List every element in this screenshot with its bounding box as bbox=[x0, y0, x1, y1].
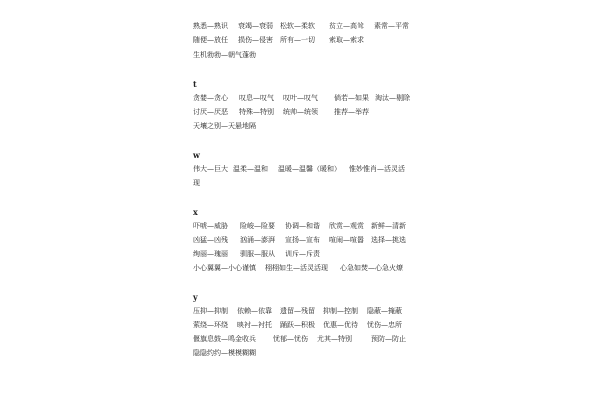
synonym-pair: 萦绕—环绕 bbox=[193, 321, 228, 329]
synonym-pair: 熟悉—熟识 bbox=[193, 22, 228, 30]
synonym-pair: 优惠—优待 bbox=[323, 321, 358, 329]
section-header: t bbox=[193, 79, 197, 89]
synonym-pair: 尤其—特别 bbox=[317, 335, 352, 343]
synonym-pair: 选择—挑选 bbox=[371, 236, 406, 244]
synonym-pair: 现 bbox=[193, 179, 200, 187]
synonym-pair: 生机勃勃—朝气蓬勃 bbox=[193, 51, 256, 59]
synonym-pair: 心急如焚—心急火燎 bbox=[340, 264, 403, 272]
synonym-pair: 损伤—侵害 bbox=[238, 36, 273, 44]
synonym-pair: 训斥—斥责 bbox=[285, 250, 320, 258]
section-header: x bbox=[193, 207, 198, 217]
synonym-pair: 忧郁—忧伤 bbox=[273, 335, 308, 343]
synonym-pair: 栩栩如生—活灵活现 bbox=[265, 264, 328, 272]
synonym-pair: 温柔—温和 bbox=[233, 165, 268, 173]
synonym-pair: 衰竭—衰弱 bbox=[238, 22, 273, 30]
synonym-pair: 喧闹—喧嚣 bbox=[329, 236, 364, 244]
synonym-pair: 隐隐约约—模模糊糊 bbox=[193, 349, 256, 357]
synonym-pair: 叹叶—叹气 bbox=[283, 94, 318, 102]
synonym-pair: 绚丽—瑰丽 bbox=[193, 250, 228, 258]
synonym-pair: 偃旗息鼓—鸣金收兵 bbox=[193, 335, 256, 343]
synonym-pair: 遗留—残留 bbox=[280, 307, 315, 315]
section-header: y bbox=[193, 292, 198, 302]
synonym-pair: 推荐—举荐 bbox=[334, 108, 369, 116]
synonym-pair: 惟妙惟肖—活灵活 bbox=[349, 165, 405, 173]
synonym-pair: 天壤之别—天悬地隔 bbox=[193, 122, 256, 130]
synonym-pair: 素常—平常 bbox=[374, 22, 409, 30]
synonym-pair: 预防—防止 bbox=[371, 335, 406, 343]
synonym-pair: 淘汰—剔除 bbox=[375, 94, 410, 102]
synonym-pair: 依赖—依靠 bbox=[237, 307, 272, 315]
synonym-pair: 险峻—险要 bbox=[240, 222, 275, 230]
synonym-pair: 抑制—控制 bbox=[323, 307, 358, 315]
synonym-pair: 叹息—叹气 bbox=[239, 94, 274, 102]
synonym-pair: 协调—和谐 bbox=[285, 222, 320, 230]
synonym-pair: 忧伤—忠所 bbox=[367, 321, 402, 329]
synonym-pair: 宣扬—宣布 bbox=[285, 236, 320, 244]
synonym-pair: 隐蔽—掩蔽 bbox=[367, 307, 402, 315]
synonym-pair: 随便—放任 bbox=[193, 36, 228, 44]
synonym-pair: 欣赏—观赏 bbox=[329, 222, 364, 230]
synonym-pair: 倘若—如果 bbox=[334, 94, 369, 102]
synonym-pair: 小心翼翼—小心谨慎 bbox=[193, 264, 256, 272]
synonym-pair: 汹涌—澎湃 bbox=[240, 236, 275, 244]
synonym-pair: 特殊—特别 bbox=[239, 108, 274, 116]
synonym-pair: 压抑—抑制 bbox=[193, 307, 228, 315]
synonym-pair: 所有—一切 bbox=[280, 36, 315, 44]
synonym-pair: 驯服—服从 bbox=[240, 250, 275, 258]
section-header: w bbox=[193, 150, 200, 160]
synonym-pair: 新鲜—清新 bbox=[371, 222, 406, 230]
synonym-pair: 统帅—统领 bbox=[283, 108, 318, 116]
synonym-pair: 伟大—巨大 bbox=[193, 165, 228, 173]
synonym-pair: 松软—柔软 bbox=[280, 22, 315, 30]
synonym-pair: 索取—索求 bbox=[329, 36, 364, 44]
synonym-pair: 讨厌—厌恶 bbox=[193, 108, 228, 116]
synonym-pair: 映衬—衬托 bbox=[237, 321, 272, 329]
synonym-pair: 贪婪—贪心 bbox=[193, 94, 228, 102]
synonym-pair: 温暖—温馨（暖和） bbox=[278, 165, 341, 173]
synonym-pair: 凶猛—凶残 bbox=[193, 236, 228, 244]
synonym-pair: 吓唬—威胁 bbox=[193, 222, 228, 230]
synonym-pair: 贫立—高耸 bbox=[329, 22, 364, 30]
synonym-pair: 踊跃—积极 bbox=[280, 321, 315, 329]
